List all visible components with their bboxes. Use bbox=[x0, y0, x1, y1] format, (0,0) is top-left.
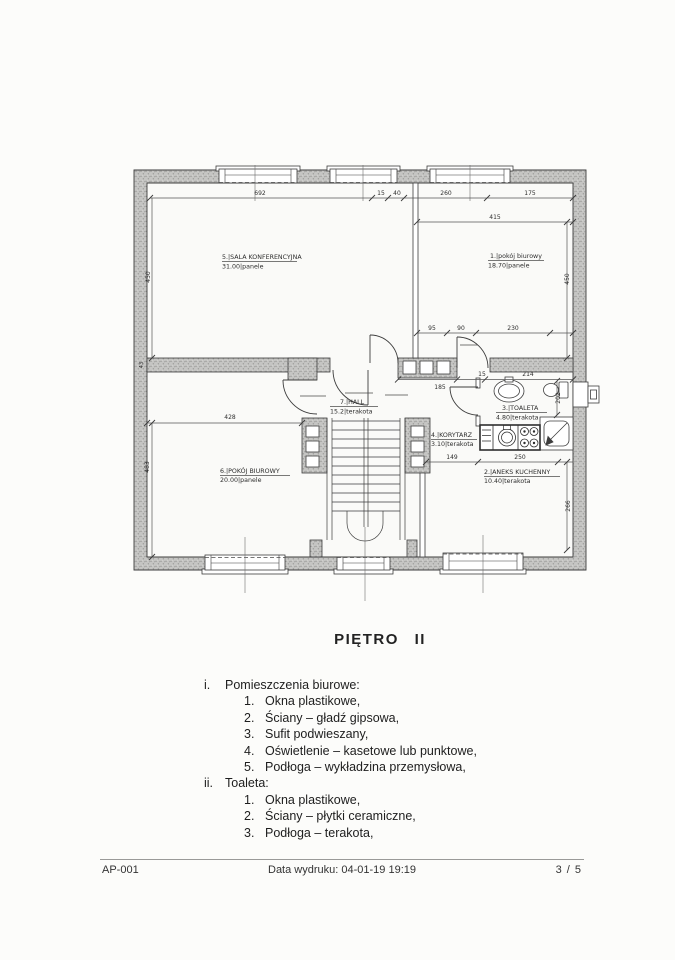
dim-label: 95 bbox=[428, 325, 436, 332]
item-number: 1. bbox=[244, 792, 255, 807]
dim-label: 43 bbox=[139, 361, 145, 369]
dim-label: 214 bbox=[522, 371, 534, 378]
room-area: 3.10|terakota bbox=[431, 441, 474, 448]
dim-label: 450 bbox=[564, 273, 571, 285]
dim-label: 428 bbox=[224, 414, 236, 421]
room-area: 15.2|terakota bbox=[330, 408, 373, 416]
item-text: Podłoga – wykładzina przemysłowa, bbox=[265, 760, 466, 775]
dim-label: 149 bbox=[446, 454, 458, 461]
dim-label: 450 bbox=[145, 271, 152, 283]
room-area: 20.00|panele bbox=[220, 477, 262, 484]
item-text: Oświetlenie – kasetowe lub punktowe, bbox=[265, 743, 477, 758]
room-name: 2.|ANEKS KUCHENNY bbox=[484, 469, 551, 476]
item-number: 2. bbox=[244, 710, 255, 725]
spec-item bbox=[244, 759, 477, 775]
spec-section-heading bbox=[204, 677, 477, 693]
room-area: 4.80|terakota bbox=[496, 414, 539, 422]
spec-section-heading bbox=[204, 775, 477, 791]
dim-label: 40 bbox=[393, 190, 401, 197]
room-name: 4.|KORYTARZ bbox=[431, 432, 473, 439]
dim-label: 266 bbox=[565, 500, 572, 512]
document-id: AP-001 bbox=[102, 864, 139, 876]
dim-label: 15 bbox=[377, 190, 385, 197]
item-text: Okna plastikowe, bbox=[265, 694, 361, 709]
page-footer bbox=[100, 859, 584, 876]
section-marker: ii. bbox=[204, 776, 214, 791]
spec-item bbox=[244, 710, 477, 726]
room-area: 18.70|panele bbox=[488, 262, 530, 270]
room-name: 1.|pokój biurowy bbox=[490, 253, 542, 260]
dim-label: 250 bbox=[514, 454, 526, 461]
room-area: 31.00|panele bbox=[222, 263, 264, 271]
item-number: 2. bbox=[244, 809, 255, 824]
spec-item bbox=[244, 825, 477, 841]
floor-plan bbox=[130, 165, 605, 605]
wall-recess bbox=[573, 382, 599, 407]
section-title: Pomieszczenia biurowe: bbox=[225, 678, 360, 692]
spec-item bbox=[244, 743, 477, 759]
section-title: Toaleta: bbox=[225, 776, 269, 791]
item-text: Ściany – płytki ceramiczne, bbox=[265, 809, 416, 824]
item-text: Okna plastikowe, bbox=[265, 792, 361, 807]
dim-label: 202 bbox=[555, 392, 562, 404]
dim-label: 260 bbox=[440, 190, 452, 197]
dim-label: 483 bbox=[144, 461, 151, 473]
item-text: Podłoga – terakota, bbox=[265, 825, 374, 840]
room-name: 3.|TOALETA bbox=[502, 405, 539, 412]
dim-label: 692 bbox=[254, 190, 266, 197]
spec-item bbox=[244, 808, 477, 824]
spec-item bbox=[244, 792, 477, 808]
dim-label: 185 bbox=[434, 384, 446, 391]
kitchen-counter bbox=[480, 425, 540, 450]
room-name: 7.|HALL bbox=[340, 399, 365, 406]
item-text: Ściany – gładź gipsowa, bbox=[265, 710, 400, 725]
page-indicator: 3 / 5 bbox=[555, 864, 582, 876]
item-number: 4. bbox=[244, 743, 255, 758]
item-number: 1. bbox=[244, 694, 255, 709]
page-title: PIĘTRO II bbox=[334, 631, 426, 648]
room-name: 5.|SALA KONFERENCYJNA bbox=[222, 254, 302, 261]
section-marker: i. bbox=[204, 678, 211, 692]
spec-item bbox=[244, 726, 477, 742]
item-number: 3. bbox=[244, 825, 255, 840]
item-number: 5. bbox=[244, 760, 255, 775]
print-date: Data wydruku: 04-01-19 19:19 bbox=[268, 864, 416, 876]
spec-item bbox=[244, 693, 477, 709]
item-text: Sufit podwieszany, bbox=[265, 727, 369, 742]
dim-label: 175 bbox=[524, 190, 536, 197]
room-area: 10.40|terakota bbox=[484, 478, 531, 485]
item-number: 3. bbox=[244, 727, 255, 742]
finish-specifications bbox=[204, 677, 477, 841]
room-name: 6.|POKÓJ BIUROWY bbox=[220, 468, 280, 475]
dim-label: 415 bbox=[489, 214, 501, 221]
dim-label: 90 bbox=[457, 325, 465, 332]
shower-icon bbox=[540, 417, 573, 450]
dim-label: 230 bbox=[507, 325, 519, 332]
dim-label: 15 bbox=[478, 371, 486, 378]
